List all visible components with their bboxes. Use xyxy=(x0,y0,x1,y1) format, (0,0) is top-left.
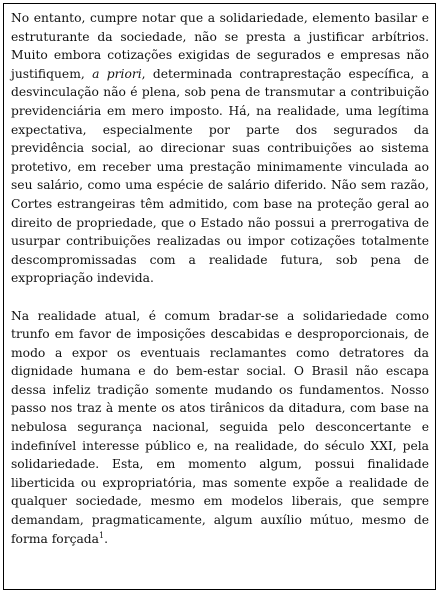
paragraph-1 xyxy=(11,9,429,288)
paragraph-2-text: Na realidade atual, é comum bradar-se a solidariedade como trunfo em favor de imposições descabidas e desproporcionais, de modo a expor os eventuais reclamantes como detratores da dignidade humana e do bem-estar social. O Brasil não escapa dessa infeliz tradição somente mudando os fundamentos. Nosso passo nos traz à mente os atos tirânicos da ditadura, com base na nebulosa segurança nacional, seguida pelo desconcertante e indefinível interesse público e, na realidade, do século XXI, pela solidariedade. Esta, em momento algum, possui finalidade liberticida ou expropriatória, mas somente expõe a realidade de qualquer sociedade, mesmo em modelos liberais, que sempre demandam, pragmaticamente, algum auxílio mútuo, mesmo de forma forçada xyxy=(11,308,429,546)
paragraph-1-text-start: No entanto, cumpre notar que a solidariedade, elemento basilar e estruturante da sociedade, não se presta a justificar arbítrios. Muito embora cotizações exigidas de segurados e empresas não justifiquem, xyxy=(11,11,429,81)
quoted-text-box xyxy=(3,3,436,590)
paragraph-2 xyxy=(11,307,429,549)
paragraph-1-text-end: , determinada contraprestação específica, a desvinculação não é plena, sob pena de transmutar a contribuição previdenciária em mero imposto. Há, na realidade, uma legítima expectativa, especialmente por parte dos segurados da previdência social, ao direcionar suas contribuições ao sistema protetivo, em receber uma prestação minimamente vinculada ao seu salário, como uma espécie de salário diferido. Não sem razão, Cortes estrangeiras têm admitido, com base na proteção geral ao direito de propriedade, que o Estado não possui a prerrogativa de usurpar contribuições realizadas ou impor cotizações totalmente descompromissadas com a realidade futura, sob pena de expropriação indevida. xyxy=(11,66,429,286)
paragraph-1-italic-a-priori: a priori xyxy=(92,66,142,81)
footnote-reference[interactable]: 1 xyxy=(99,530,105,540)
paragraph-2-final-period: . xyxy=(104,531,109,546)
